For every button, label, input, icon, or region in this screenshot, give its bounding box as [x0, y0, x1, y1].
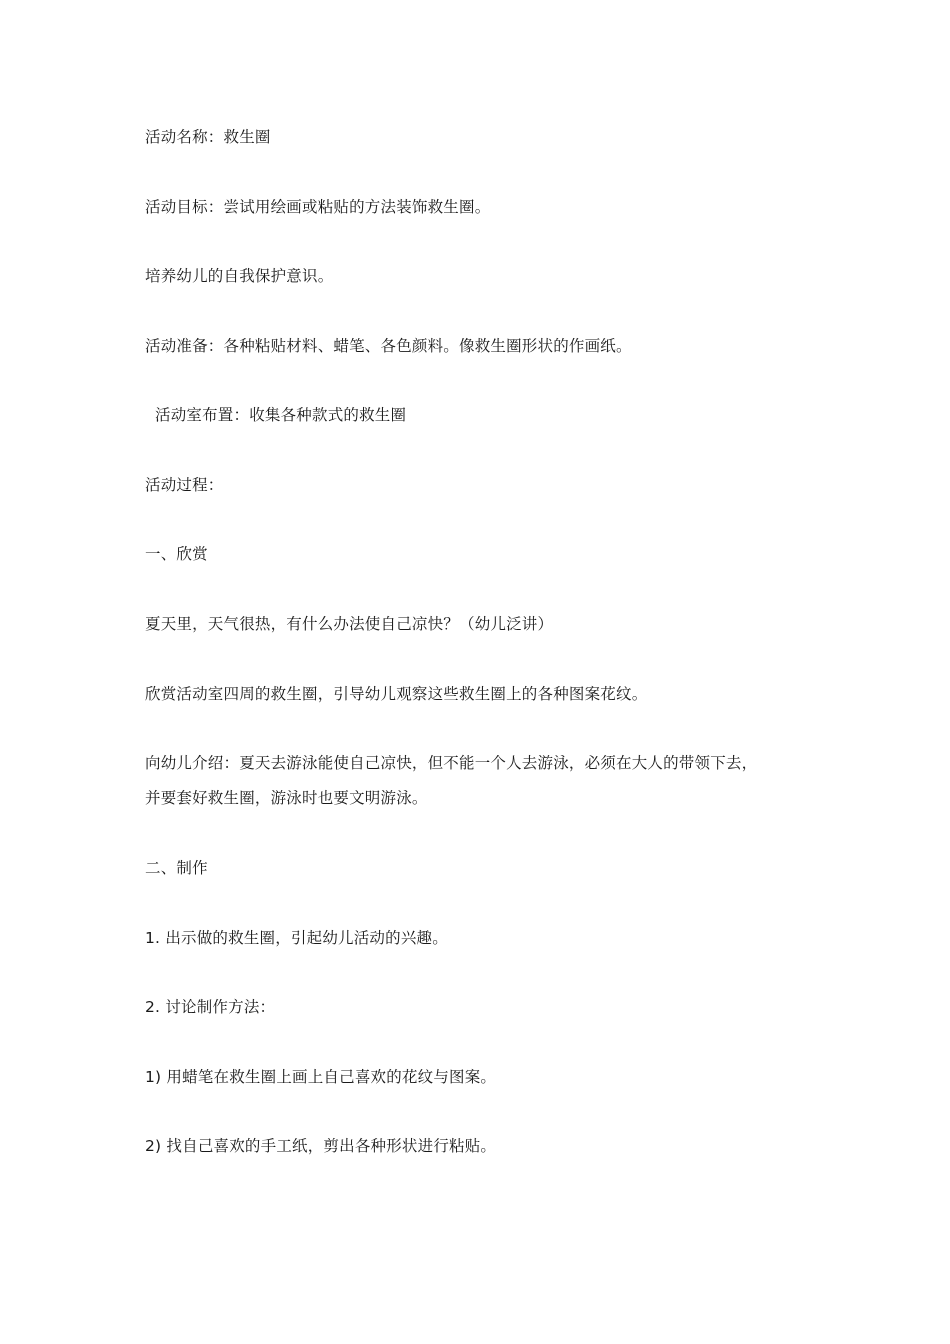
activity-name: 活动名称：救生圈 — [145, 128, 271, 146]
substep-one: 1) 用蜡笔在救生圈上画上自己喜欢的花纹与图案。 — [145, 1068, 497, 1086]
paragraph-introduce-continued: 并要套好救生圈，游泳时也要文明游泳。 — [145, 789, 428, 807]
activity-goal: 活动目标：尝试用绘画或粘贴的方法装饰救生圈。 — [145, 198, 491, 216]
activity-process-heading: 活动过程： — [145, 476, 224, 494]
activity-preparation: 活动准备：各种粘贴材料、蜡笔、各色颜料。像救生圈形状的作画纸。 — [145, 337, 632, 355]
paragraph-introduce: 向幼儿介绍：夏天去游泳能使自己凉快，但不能一个人去游泳，必须在大人的带领下去， — [145, 754, 758, 772]
substep-two: 2) 找自己喜欢的手工纸，剪出各种形状进行粘贴。 — [145, 1137, 497, 1155]
activity-room-setup: 活动室布置：收集各种款式的救生圈 — [155, 406, 407, 424]
activity-goal-continued: 培养幼儿的自我保护意识。 — [145, 267, 334, 285]
section-two-heading: 二、制作 — [145, 859, 208, 877]
section-one-heading: 一、欣赏 — [145, 545, 208, 563]
step-two: 2. 讨论制作方法： — [145, 998, 276, 1016]
paragraph-appreciate: 欣赏活动室四周的救生圈，引导幼儿观察这些救生圈上的各种图案花纹。 — [145, 685, 648, 703]
step-one: 1. 出示做的救生圈，引起幼儿活动的兴趣。 — [145, 929, 448, 947]
paragraph-summer: 夏天里，天气很热，有什么办法使自己凉快？（幼儿泛讲） — [145, 615, 554, 633]
